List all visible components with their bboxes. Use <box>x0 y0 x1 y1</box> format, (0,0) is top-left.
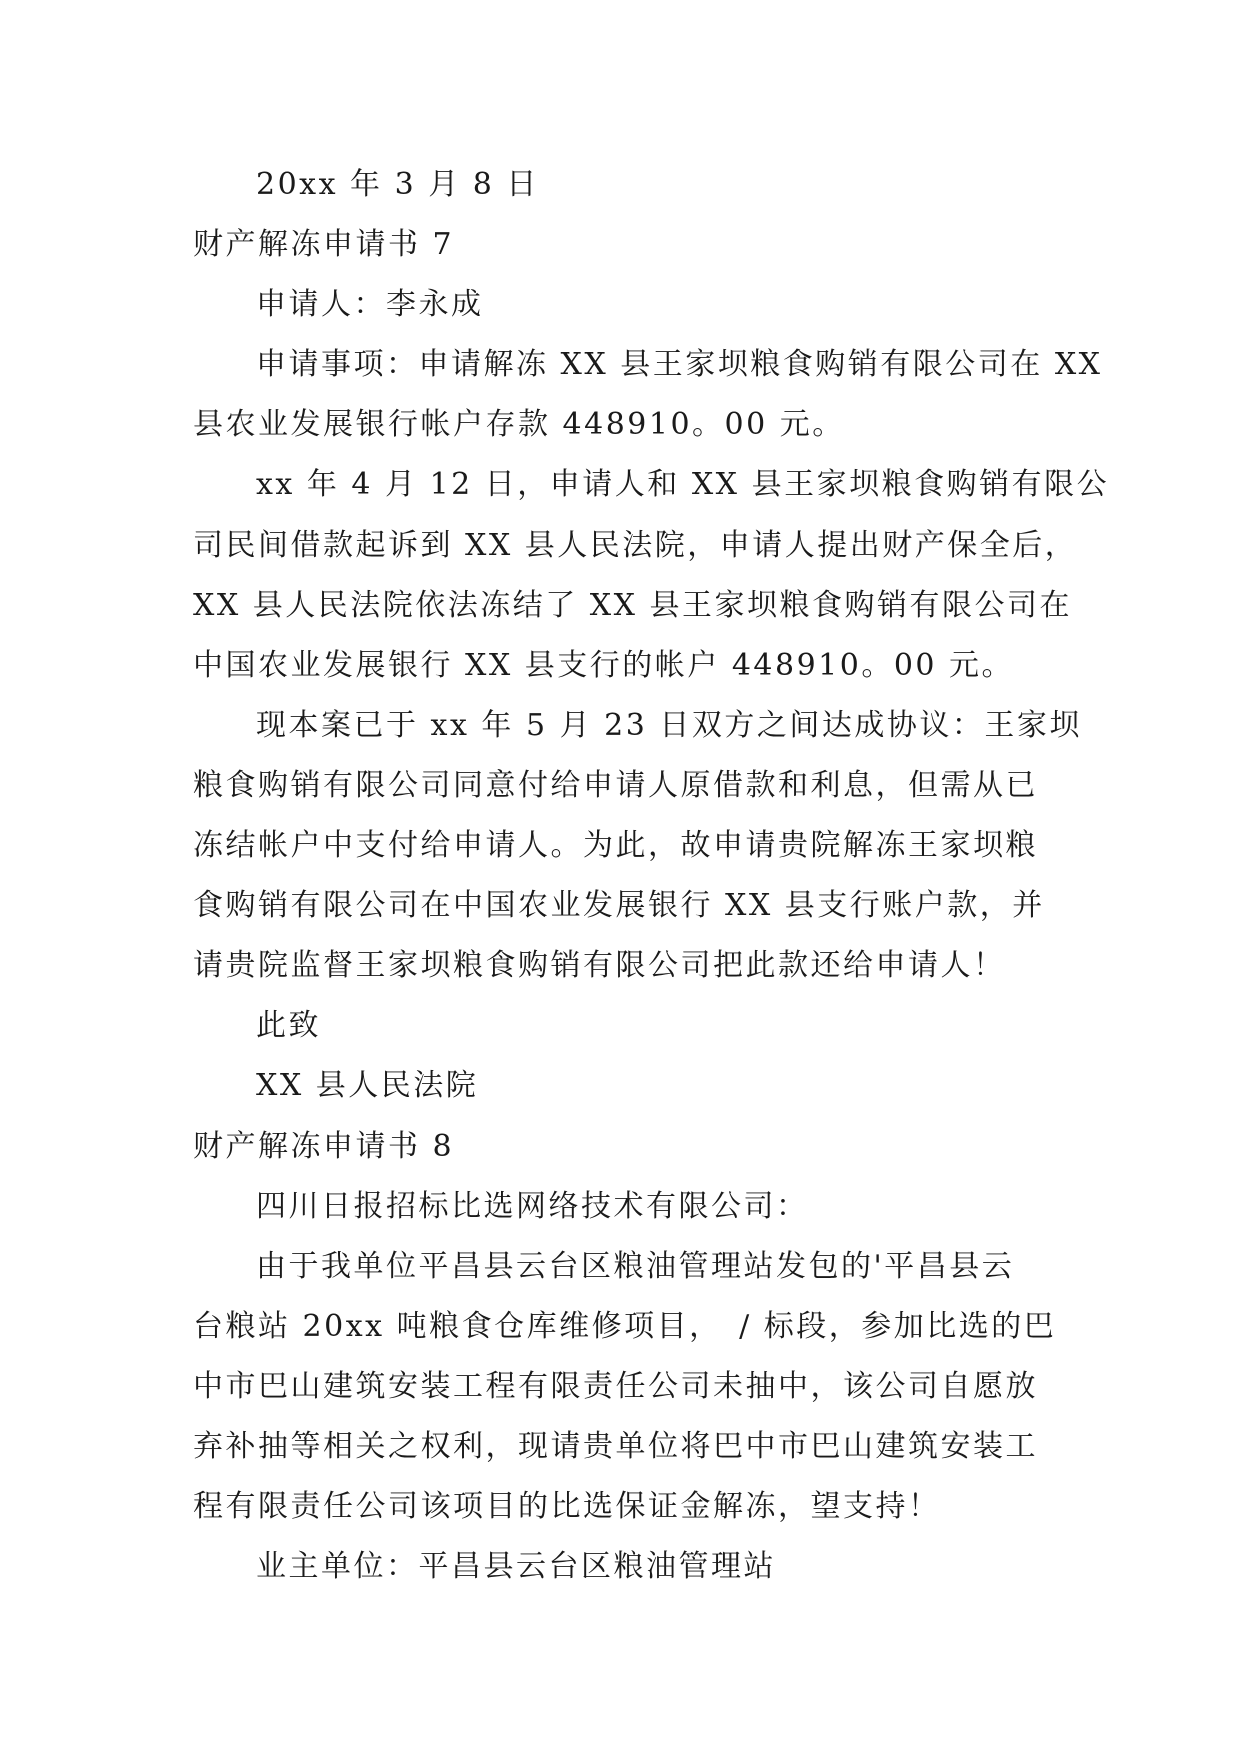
paragraph-line: 程有限责任公司该项目的比选保证金解冻，望支持！ <box>193 1489 941 1525</box>
section-heading-7: 财产解冻申请书 7 <box>193 227 455 263</box>
paragraph-line: 由于我单位平昌县云台区粮油管理站发包的'平昌县云 <box>256 1248 1015 1284</box>
paragraph-line: 司民间借款起诉到 XX 县人民法院，申请人提出财产保全后， <box>193 527 1078 563</box>
paragraph-line: 弃补抽等相关之权利，现请贵单位将巴中市巴山建筑安装工 <box>193 1428 1038 1464</box>
owner-unit-line: 业主单位：平昌县云台区粮油管理站 <box>256 1549 776 1585</box>
document-body <box>193 155 1110 1597</box>
salutation-line: 此致 <box>256 1008 321 1044</box>
paragraph-line: 中国农业发展银行 XX 县支行的帐户 448910。00 元。 <box>193 647 1015 683</box>
paragraph-line: 冻结帐户中支付给申请人。为此，故申请贵院解冻王家坝粮 <box>193 828 1038 864</box>
paragraph-line: 中市巴山建筑安装工程有限责任公司未抽中，该公司自愿放 <box>193 1368 1038 1404</box>
paragraph-line: 台粮站 20xx 吨粮食仓库维修项目， / 标段，参加比选的巴 <box>193 1308 1057 1344</box>
section-heading-8: 财产解冻申请书 8 <box>193 1128 455 1164</box>
paragraph-line: 请贵院监督王家坝粮食购销有限公司把此款还给申请人！ <box>193 948 1006 984</box>
applicant-line: 申请人：李永成 <box>256 287 484 323</box>
paragraph-line: XX 县人民法院依法冻结了 XX 县王家坝粮食购销有限公司在 <box>193 587 1073 623</box>
date-line: 20xx 年 3 月 8 日 <box>256 167 539 202</box>
paragraph-line: xx 年 4 月 12 日，申请人和 XX 县王家坝粮食购销有限公 <box>256 467 1110 503</box>
paragraph-line: 食购销有限公司在中国农业发展银行 XX 县支行账户款，并 <box>193 888 1045 924</box>
paragraph-line: 现本案已于 xx 年 5 月 23 日双方之间达成协议：王家坝 <box>256 707 1082 743</box>
paragraph-line: 粮食购销有限公司同意付给申请人原借款和利息，但需从已 <box>193 767 1038 803</box>
recipient-line: XX 县人民法院 <box>256 1068 479 1104</box>
paragraph-line: 县农业发展银行帐户存款 448910。00 元。 <box>193 407 845 443</box>
paragraph-line: 申请事项：申请解冻 XX 县王家坝粮食购销有限公司在 XX <box>256 347 1103 383</box>
addressee-line: 四川日报招标比选网络技术有限公司： <box>256 1188 809 1224</box>
